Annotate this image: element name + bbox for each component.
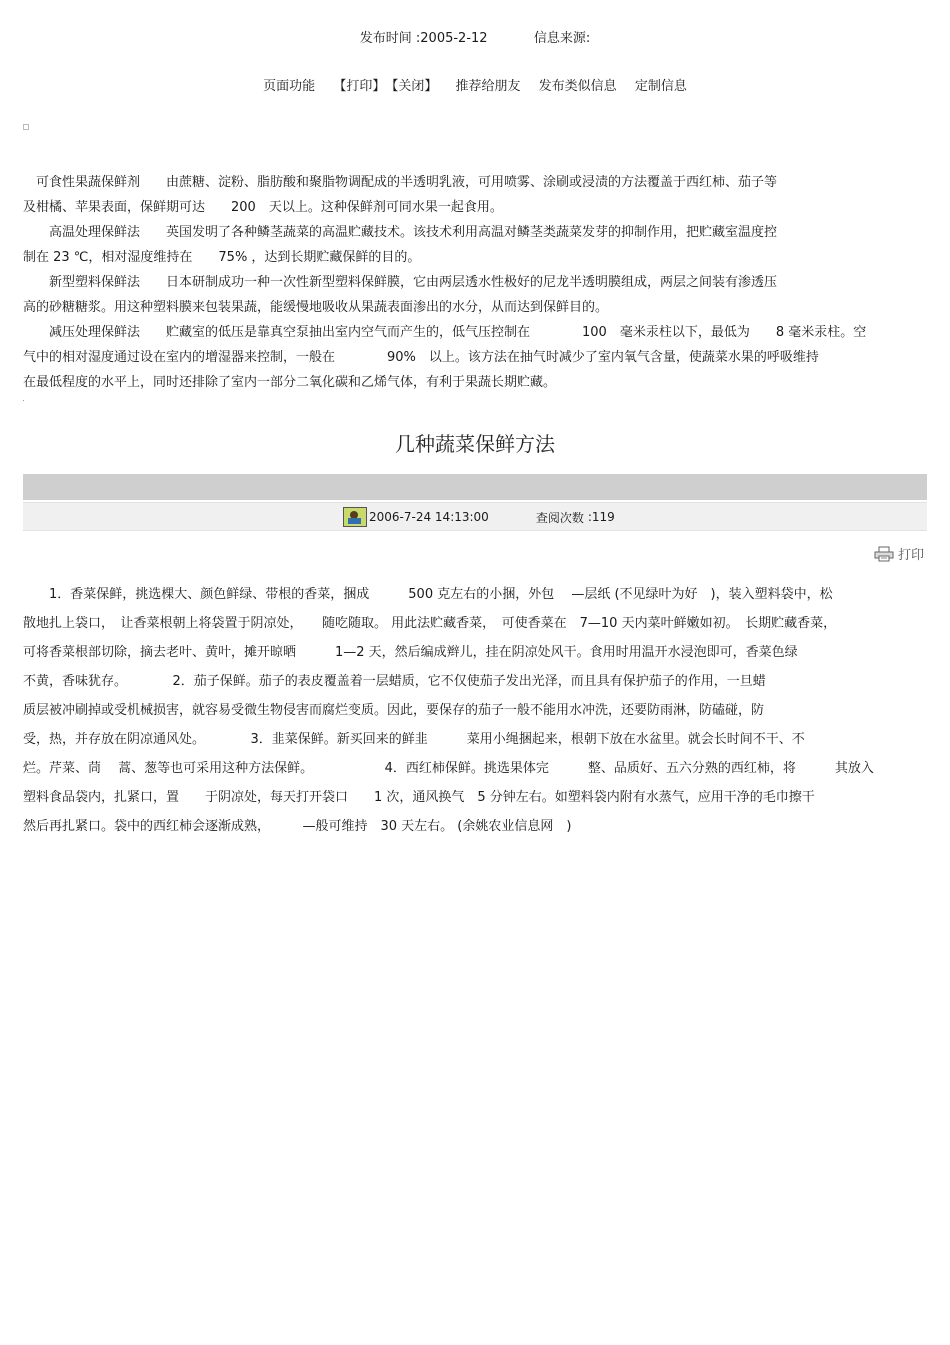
close-link[interactable]: 【关闭】 [385,79,438,94]
article-line: 受，热，并存放在阴凉通风处。 3．韭菜保鲜。新买回来的鲜韭 菜用小绳捆起来，根朝下放在水盆里。就会长时间不干、不 [23,732,805,747]
publish-meta [0,27,950,46]
page-functions [0,75,950,94]
author-avatar-icon [343,507,367,527]
article-line: 新型塑料保鲜法 日本研制成功一种一次性新型塑料保鲜膜，它由两层透水性极好的尼龙半透明膜组成，两层之间装有渗透压 [23,275,778,290]
article-line: 然后再扎紧口。袋中的西红柿会逐渐成熟， —般可维持 30 天左右。 (余姚农业信息网 ) [23,819,572,834]
article-line: 制在 23 ℃，相对湿度维持在 75% ，达到长期贮藏保鲜的目的。 [23,250,421,265]
subscribe-link[interactable]: 定制信息 [634,79,687,94]
article-line: 塑料食品袋内，扎紧口，置 于阴凉处，每天打开袋口 1 次，通风换气 5 分钟左右。如塑料袋内附有水蒸气，应用干净的毛巾擦干 [23,790,815,805]
article-preservatives [23,170,923,395]
article-line: 1．香菜保鲜，挑选棵大、颜色鲜绿、带根的香菜，捆成 500 克左右的小捆，外包 —层纸 (不见绿叶为好 )，装入塑料袋中，松 [23,587,833,602]
article-title: 几种蔬菜保鲜方法 [395,432,555,456]
publish-label: 发布时间 [359,31,412,46]
article-info-bar [23,502,927,531]
article-line: 及柑橘、苹果表面，保鲜期可达 200 天以上。这种保鲜剂可同水果一起食用。 [23,200,503,215]
print-link[interactable]: 【打印】 [333,79,386,94]
article-line: 散地扎上袋口， 让香菜根朝上将袋置于阴凉处， 随吃随取。 用此法贮藏香菜， 可使香菜在 7—10 天内菜叶鲜嫩如初。 长期贮藏香菜， [23,616,837,631]
recommend-link[interactable]: 推荐给朋友 [455,79,521,94]
placeholder-image-icon [23,124,29,130]
article-line: 高温处理保鲜法 英国发明了各种鳞茎蔬菜的高温贮藏技术。该技术利用高温对鳞茎类蔬菜发芽的抑制作用，把贮藏室温度控 [23,225,778,240]
views-label: 查阅次数 [535,510,584,525]
print-button[interactable] [874,544,924,563]
separator-dot [23,400,24,401]
article-datetime: 2006-7-24 14:13:00 [369,510,489,524]
article-line: 减压处理保鲜法 贮藏室的低压是靠真空泵抽出室内空气而产生的，低气压控制在 100 毫米汞柱以下，最低为 8 毫米汞柱。空 [23,325,867,340]
article-line: 不黄，香味犹存。 2．茄子保鲜。茄子的表皮覆盖着一层蜡质，它不仅使茄子发出光泽，而且具有保护茄子的作用，一旦蜡 [23,674,766,689]
source-label: 信息来源: [533,31,591,46]
article-line: 可食性果蔬保鲜剂 由蔗糖、淀粉、脂肪酸和聚脂物调配成的半透明乳液，可用喷雾、涂刷或浸渍的方法覆盖于西红柿、茄子等 [23,175,778,190]
article-line: 气中的相对湿度通过设在室内的增湿器来控制，一般在 90% 以上。该方法在抽气时减少了室内氧气含量，使蔬菜水果的呼吸维持 [23,350,819,365]
views-count: :119 [587,510,615,524]
publish-similar-link[interactable]: 发布类似信息 [538,79,617,94]
page-functions-label: 页面功能 [263,79,316,94]
article-line: 高的砂糖糖浆。用这种塑料膜来包装果蔬，能缓慢地吸收从果蔬表面渗出的水分，从而达到保鲜目的。 [23,300,609,315]
title-bar [23,474,927,500]
article-line: 烂。芹菜、茼 蒿、葱等也可采用这种方法保鲜。 4．西红柿保鲜。挑选果体完 整、品质好、五六分熟的西红柿，将 其放入 [23,761,874,776]
print-label: 打印 [898,548,925,563]
article-line: 质层被冲刷掉或受机械损害，就容易受微生物侵害而腐烂变质。因此，要保存的茄子一般不能用水冲洗，还要防雨淋，防磕碰，防 [23,703,765,718]
printer-icon [874,546,894,562]
article-vegetable-methods [23,580,927,841]
article-line: 可将香菜根部切除，摘去老叶、黄叶，摊开晾晒 1—2 天，然后编成辫儿，挂在阴凉处风干。食用时用温开水浸泡即可，香菜色绿 [23,645,798,660]
publish-date: :2005-2-12 [415,31,488,46]
article-line: 在最低程度的水平上，同时还排除了室内一部分二氧化碳和乙烯气体，有利于果蔬长期贮藏。 [23,375,557,390]
